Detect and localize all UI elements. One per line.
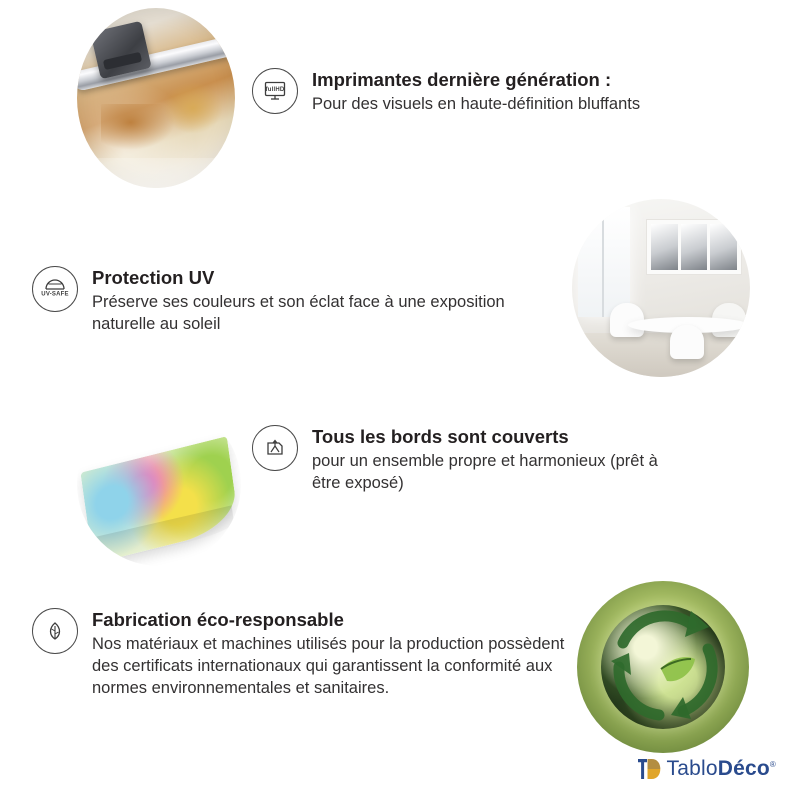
uv-safe-icon bbox=[32, 266, 78, 312]
wall-art-triptych bbox=[646, 219, 742, 275]
map-print-detail bbox=[85, 158, 235, 188]
feature-eco-manufacturing bbox=[32, 608, 567, 700]
feature-title: Protection UV bbox=[92, 267, 215, 288]
svg-text:UV-SAFE: UV-SAFE bbox=[41, 291, 69, 298]
logo-trademark: ® bbox=[769, 760, 776, 769]
logo-text-light: Tablo bbox=[666, 757, 718, 780]
brand-logo[interactable] bbox=[635, 756, 776, 782]
printer-head-on-canvas-photo bbox=[77, 8, 235, 188]
logo-wordmark bbox=[667, 757, 776, 781]
eco-globe-recycling-photo bbox=[577, 581, 749, 753]
dining-chair bbox=[670, 325, 704, 359]
canvas-wrapped-corner-photo bbox=[77, 402, 241, 566]
feature-description: Nos matériaux et machines utilisés pour la production possèdent des certificats internationaux qui garantissent la conformité aux normes environnementales et sanitaires. bbox=[92, 635, 565, 697]
feature-title: Imprimantes dernière génération : bbox=[312, 69, 612, 90]
svg-text:fullHD: fullHD bbox=[265, 87, 285, 93]
leaf-detail bbox=[661, 657, 695, 681]
recycling-arrows bbox=[587, 591, 739, 743]
feature-title: Tous les bords sont couverts bbox=[312, 426, 569, 447]
feature-uv-protection bbox=[32, 266, 512, 336]
feature-description: pour un ensemble propre et harmonieux (prêt à être exposé) bbox=[312, 452, 658, 493]
room-floor bbox=[572, 333, 750, 377]
fullhd-monitor-icon bbox=[252, 68, 298, 114]
feature-text bbox=[312, 425, 682, 495]
eco-leaf-icon bbox=[32, 608, 78, 654]
tablodeco-logo-mark bbox=[635, 756, 661, 782]
map-print-detail bbox=[163, 82, 223, 134]
room-window bbox=[578, 207, 630, 317]
feature-text bbox=[92, 266, 512, 336]
feature-text bbox=[312, 68, 640, 116]
feature-text bbox=[92, 608, 567, 700]
feature-description: Préserve ses couleurs et son éclat face à une exposition naturelle au soleil bbox=[92, 293, 505, 334]
feature-wrapped-edges bbox=[252, 425, 682, 495]
feature-description: Pour des visuels en haute-définition bluffants bbox=[312, 95, 641, 114]
wrapped-edges-icon bbox=[252, 425, 298, 471]
feature-printers bbox=[252, 68, 640, 116]
dining-room-wall-art-photo bbox=[572, 199, 750, 377]
logo-text-bold: Déco bbox=[717, 757, 770, 780]
feature-title: Fabrication éco-responsable bbox=[92, 609, 344, 630]
